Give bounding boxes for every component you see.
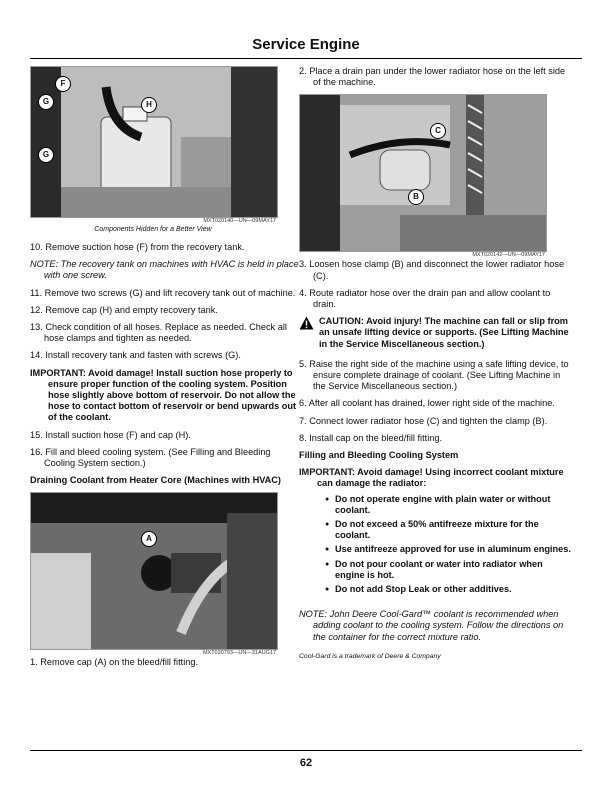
figure-recovery-tank [30, 66, 278, 218]
trademark-note: Cool-Gard is a trademark of Deere & Company [299, 652, 441, 660]
callout-b: B [408, 189, 424, 205]
bleed-fitting-photo [31, 493, 277, 649]
note-cool-gard: NOTE: John Deere Cool-Gard™ coolant is recommended when adding coolant to the cooling system. Follow the directions on the container for the correct mixture ratio. [299, 609, 564, 642]
callout-c: C [430, 123, 446, 139]
important-coolant-mixture: IMPORTANT: Avoid damage! Using incorrect coolant mixture can damage the radiator: [299, 467, 564, 489]
step-2: 2. Place a drain pan under the lower radiator hose on the left side of the machine. [299, 66, 566, 88]
step-7: 7. Connect lower radiator hose (C) and tighten the clamp (B). [299, 415, 548, 426]
right-column [299, 66, 571, 662]
step-6: 6. After all coolant has drained, lower right side of the machine. [299, 398, 555, 409]
drain-step-1: 1. Remove cap (A) on the bleed/fill fitting. [30, 657, 199, 668]
heading-draining-heater-core: Draining Coolant from Heater Core (Machines with HVAC) [30, 475, 281, 486]
caution-block [299, 316, 571, 350]
step-3: 3. Loosen hose clamp (B) and disconnect the lower radiator hose (C). [299, 259, 565, 281]
step-12: 12. Remove cap (H) and empty recovery tank. [30, 304, 218, 315]
figure-id: MXT020142—UN—09MAY17 [472, 252, 545, 259]
left-column [30, 66, 300, 675]
important-suction-hose: IMPORTANT: Avoid damage! Install suction hose properly to ensure proper function of the cooling system. Position hose slightly above bottom of reservoir. Do not allow the hose to contact bottom of reservoir or bend upwards out of the coolant. [30, 367, 297, 423]
step-4: 4. Route radiator hose over the drain pan and allow coolant to drain. [299, 287, 551, 310]
figure-caption: Components Hidden for a Better View [94, 226, 212, 233]
callout-a: A [141, 531, 157, 547]
warning-icon [299, 316, 314, 330]
step-13: 13. Check condition of all hoses. Replace as needed. Check all hose clamps and tighten as needed. [30, 322, 287, 344]
list-item: ● Do not exceed a 50% antifreeze mixture for the coolant. [325, 519, 571, 541]
step-14: 14. Install recovery tank and fasten with screws (G). [30, 350, 241, 361]
list-item: ● Do not pour coolant or water into radiator when engine is hot. [325, 559, 571, 581]
callout-g-2: G [38, 147, 54, 163]
step-10: 10. Remove suction hose (F) from the recovery tank. [30, 242, 245, 252]
figure-id: MXT020793—UN—31AUG17 [202, 650, 276, 657]
step-5: 5. Raise the right side of the machine using a safe lifting device, to ensure complete drainage of coolant. (See Lifting Machine in the Service Miscellaneous section.) [299, 358, 569, 392]
figure-id: MXT020140—UN—09MAY17 [203, 218, 276, 224]
callout-h: H [141, 97, 157, 113]
step-16: 16. Fill and bleed cooling system. (See Filling and Bleeding Cooling System section.) [30, 446, 271, 469]
coolant-bullet-list [299, 494, 571, 596]
header-rule [30, 58, 582, 59]
footer-rule [30, 750, 582, 751]
figure-bleed-fitting [30, 492, 278, 650]
note-recovery-tank: NOTE: The recovery tank on machines with HVAC is held in place with one screw. [30, 259, 299, 281]
step-8: 8. Install cap on the bleed/fill fitting. [299, 432, 443, 443]
heading-filling-bleeding: Filling and Bleeding Cooling System [299, 450, 459, 461]
list-item: ● Do not operate engine with plain water or without coolant. [325, 494, 571, 516]
list-item: ● Do not add Stop Leak or other additives. [325, 584, 571, 595]
caution-text: CAUTION: Avoid injury! The machine can fall or slip from an unsafe lifting device or supports. (See Lifting Machine in the Service Miscellaneous section.) [319, 316, 569, 349]
callout-g: G [38, 94, 54, 110]
callout-f: F [55, 76, 71, 92]
figure-radiator-hose [299, 94, 547, 252]
step-11: 11. Remove two screws (G) and lift recovery tank out of machine. [30, 287, 296, 298]
list-item: ● Use antifreeze approved for use in aluminum engines. [325, 544, 571, 555]
radiator-hose-photo [300, 95, 546, 251]
page-title: Service Engine [252, 36, 360, 53]
page-number: 62 [299, 757, 313, 769]
step-15: 15. Install suction hose (F) and cap (H). [30, 429, 191, 440]
